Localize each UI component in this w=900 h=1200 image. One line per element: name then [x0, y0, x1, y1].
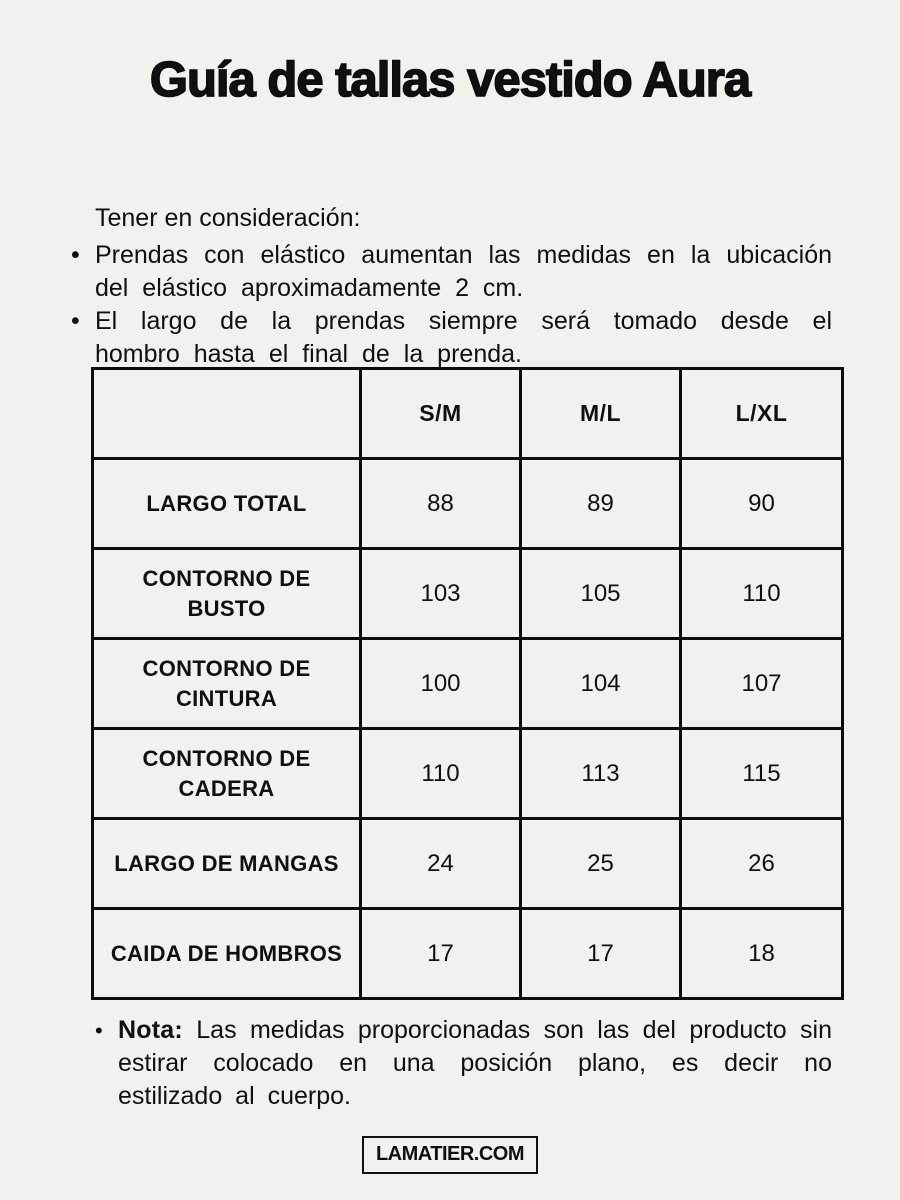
measurement-label: CONTORNO DE BUSTO: [93, 549, 361, 639]
note-section: [95, 1014, 832, 1113]
measurement-value: 115: [681, 729, 843, 819]
page-title: Guía de tallas vestido Aura: [149, 53, 751, 107]
measurement-value: 88: [361, 459, 521, 549]
measurement-label: CONTORNO DE CINTURA: [93, 639, 361, 729]
measurement-value: 104: [521, 639, 681, 729]
table-row: [93, 459, 843, 549]
measurement-value: 17: [521, 909, 681, 999]
footer: [0, 1136, 900, 1174]
measurement-value: 26: [681, 819, 843, 909]
measurement-value: 105: [521, 549, 681, 639]
measurement-label: CAIDA DE HOMBROS: [93, 909, 361, 999]
considerations-list: [70, 239, 832, 371]
size-table: [91, 367, 844, 1000]
table-row: [93, 909, 843, 999]
consideration-item: • Prendas con elástico aumentan las medidas en la ubicación del elástico aproximadamente 2 cm.: [70, 239, 832, 305]
table-row: [93, 819, 843, 909]
size-column-header: S/M: [361, 369, 521, 459]
measurement-label: CONTORNO DE CADERA: [93, 729, 361, 819]
size-column-header: M/L: [521, 369, 681, 459]
measurement-value: 110: [681, 549, 843, 639]
table-row: [93, 549, 843, 639]
considerations-intro: Tener en consideración:: [95, 204, 361, 232]
considerations-section: [70, 202, 832, 371]
measurement-value: 89: [521, 459, 681, 549]
size-column-header: L/XL: [681, 369, 843, 459]
measurement-label: LARGO DE MANGAS: [93, 819, 361, 909]
size-table-corner-cell: [93, 369, 361, 459]
measurement-value: 25: [521, 819, 681, 909]
note-item: [95, 1014, 832, 1113]
measurement-value: 113: [521, 729, 681, 819]
consideration-item: • El largo de la prendas siempre será tomado desde el hombro hasta el final de la prenda.: [70, 305, 832, 371]
measurement-value: 18: [681, 909, 843, 999]
measurement-value: 100: [361, 639, 521, 729]
measurement-value: 110: [361, 729, 521, 819]
table-row: [93, 729, 843, 819]
note-text: Las medidas proporcionadas son las del producto sin estirar colocado en una posición plano, es decir no estilizado al cuerpo.: [118, 1016, 832, 1110]
brand-label: LAMATIER.COM: [375, 1143, 525, 1165]
brand-box: [362, 1136, 538, 1174]
measurement-value: 90: [681, 459, 843, 549]
measurement-label: LARGO TOTAL: [93, 459, 361, 549]
table-row: [93, 639, 843, 729]
note-label: Nota:: [118, 1016, 183, 1044]
measurement-value: 24: [361, 819, 521, 909]
size-table-header-row: [93, 369, 843, 459]
measurement-value: 103: [361, 549, 521, 639]
measurement-value: 107: [681, 639, 843, 729]
measurement-value: 17: [361, 909, 521, 999]
